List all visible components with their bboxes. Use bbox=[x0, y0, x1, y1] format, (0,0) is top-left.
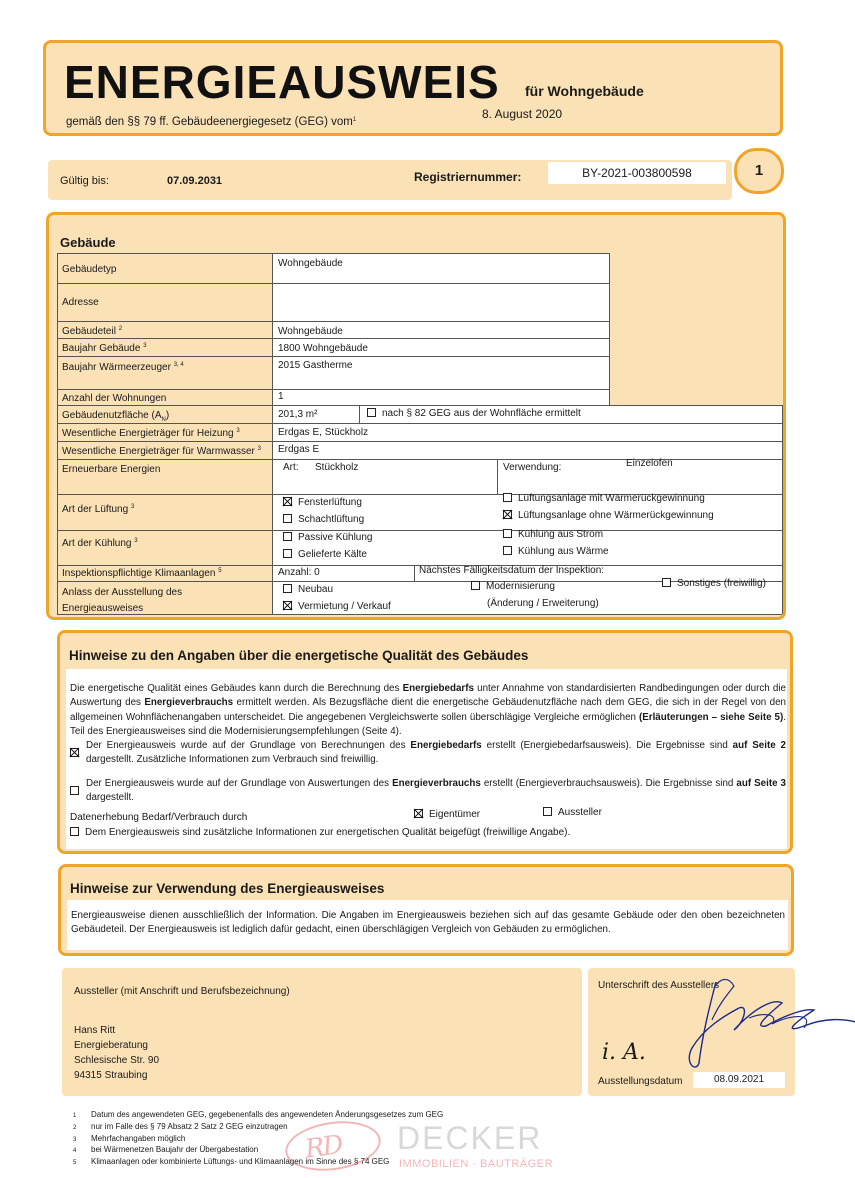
checkbox-icon bbox=[503, 546, 512, 555]
label-kuehlung: Art der Kühlung $^3$ bbox=[62, 538, 138, 549]
decker-logo-icon: RD bbox=[282, 1116, 384, 1177]
checkbox-icon bbox=[283, 514, 292, 523]
registration-number: BY-2021-003800598 bbox=[548, 162, 726, 184]
usage-notes-section bbox=[58, 864, 794, 956]
decker-name: DECKER bbox=[397, 1120, 543, 1156]
quality-intro: Die energetische Qualität eines Gebäudes kann durch die Berechnung des Energiebedarfs unter Annahme von standardisierten Randbedingungen oder durch die Auswertung des Energieverbrauchs ermittelt werden. Als Bezugsfläche dient die energetische Gebäudenutzfläche nach dem GEG, die sich in der Regel von den allgemeinen Wohnflächenangaben unterscheidet. Die angegebenen Vergleichswerte sollen überschlägige Vergleiche ermöglichen (Erläuterungen – siehe Seite 5). Teil des Energieausweises sind die Modernisierungsempfehlungen (Seite 4). bbox=[70, 683, 786, 737]
checkbox-aussteller[interactable]: Aussteller bbox=[543, 807, 602, 818]
footnote: 3 Mehrfachangaben möglich bbox=[73, 1133, 186, 1143]
checkbox-bedarfsausweis[interactable] bbox=[70, 743, 85, 761]
footnote: 1 Datum des angewendeten GEG, gegebenenfalls des angewendeten Änderungsgesetzes zum GEG bbox=[73, 1110, 444, 1119]
option-bedarfsausweis: Der Energieausweis wurde auf der Grundlage von Berechnungen des Energiebedarfs erstellt (Energiebedarfsausweis). Die Ergebnisse sind auf Seite 2 dargestellt. Zusätzliche Informationen zum Verbrauch sind freiwillig. bbox=[86, 740, 786, 766]
checkbox-icon bbox=[367, 408, 376, 417]
checkbox-checked-icon bbox=[283, 601, 292, 610]
value-wohnungen: 1 bbox=[278, 391, 284, 402]
document-subtitle: für Wohngebäude bbox=[525, 83, 644, 99]
label-nutzflaeche: Gebäudenutzfläche $(A_N)$ bbox=[62, 410, 170, 423]
label-wohnungen: Anzahl der Wohnungen bbox=[62, 393, 167, 404]
registration-label: Registriernummer: bbox=[414, 170, 522, 184]
checkbox-icon bbox=[283, 584, 292, 593]
label-gebaeudetyp: Gebäudetyp bbox=[62, 264, 117, 275]
label-gebaeudeteil: Gebäudeteil $^2$ bbox=[62, 326, 123, 337]
value-klima-faellig: Nächstes Fälligkeitsdatum der Inspektion: bbox=[419, 565, 605, 576]
checkbox-icon bbox=[503, 529, 512, 538]
checkbox-neubau[interactable]: Neubau bbox=[283, 584, 333, 595]
page-number-badge: 1 bbox=[734, 148, 784, 194]
building-section-title: Gebäude bbox=[60, 235, 116, 250]
footnote: 5 Klimaanlagen oder kombinierte Lüftungs- und Klimaanlagen im Sinne des § 74 GEG bbox=[73, 1157, 390, 1167]
signature-ia: i. A. bbox=[602, 1040, 646, 1065]
valid-until-label: Gültig bis: bbox=[60, 175, 109, 187]
value-art: Stückholz bbox=[315, 462, 359, 473]
value-warmwasser: Erdgas E bbox=[278, 444, 320, 455]
value-heizung: Erdgas E, Stückholz bbox=[278, 427, 369, 438]
header-box bbox=[43, 40, 783, 136]
quality-notes-section bbox=[57, 630, 793, 854]
issue-date-label: Ausstellungsdatum bbox=[598, 1076, 683, 1087]
signature-box bbox=[588, 968, 795, 1096]
checkbox-flaeche-ermittelt[interactable]: nach § 82 GEG aus der Wohnfläche ermittelt bbox=[367, 408, 581, 419]
checkbox-icon bbox=[283, 532, 292, 541]
law-date: 8. August 2020 bbox=[482, 107, 563, 121]
value-gebaeudeteil: Wohngebäude bbox=[278, 326, 343, 337]
checkbox-gelieferte-kaelte[interactable]: Gelieferte Kälte bbox=[283, 549, 367, 560]
checkbox-eigentuemer[interactable]: Eigentümer bbox=[414, 809, 480, 820]
checkbox-kuehlung-waerme[interactable]: Kühlung aus Wärme bbox=[503, 546, 609, 557]
value-nutzflaeche: 201,3 m² bbox=[278, 409, 318, 420]
building-section bbox=[46, 212, 786, 620]
checkbox-checked-icon bbox=[414, 809, 423, 818]
option-verbrauchsausweis: Der Energieausweis wurde auf der Grundlage von Auswertungen des Energieverbrauchs erstellt (Energieverbrauchsausweis). Die Ergebnisse sind auf Seite 3 dargestellt. bbox=[86, 778, 786, 804]
label-klimaanlagen: Inspektionspflichtige Klimaanlagen $^5$ bbox=[62, 568, 222, 579]
issuer-box bbox=[62, 968, 582, 1096]
checkbox-checked-icon bbox=[70, 748, 79, 757]
label-aenderung: (Änderung / Erweiterung) bbox=[487, 598, 599, 609]
checkbox-checked-icon bbox=[283, 497, 292, 506]
checkbox-icon bbox=[70, 786, 79, 795]
checkbox-vermietung[interactable]: Vermietung / Verkauf bbox=[283, 601, 391, 612]
datenerhebung-label: Datenerhebung Bedarf/Verbrauch durch bbox=[70, 812, 248, 823]
label-waermeerzeuger: Baujahr Wärmeerzeuger $^{3, 4}$ bbox=[62, 362, 184, 373]
footnote: 4 bei Wärmenetzen Baujahr der Übergabestation bbox=[73, 1145, 259, 1155]
checkbox-verbrauchsausweis[interactable] bbox=[70, 781, 85, 799]
checkbox-fensterlueftung[interactable]: Fensterlüftung bbox=[283, 497, 362, 508]
checkbox-passive-kuehlung[interactable]: Passive Kühlung bbox=[283, 532, 373, 543]
checkbox-icon bbox=[503, 493, 512, 502]
value-baujahr: 1800 Wohngebäude bbox=[278, 343, 368, 354]
label-art: Art: bbox=[283, 462, 299, 473]
checkbox-zusatzinfo[interactable]: Dem Energieausweis sind zusätzliche Informationen zur energetischen Qualität beigefügt (freiwillige Angabe). bbox=[70, 827, 570, 838]
value-waermeerzeuger: 2015 Gastherme bbox=[278, 360, 353, 371]
label-erneuerbar: Erneuerbare Energien bbox=[62, 464, 161, 475]
decker-tagline: IMMOBILIEN · BAUTRÄGER bbox=[399, 1158, 554, 1170]
label-adresse: Adresse bbox=[62, 297, 99, 308]
checkbox-icon bbox=[543, 807, 552, 816]
value-verwendung: Einzelofen bbox=[626, 458, 673, 469]
value-gebaeudetyp: Wohngebäude bbox=[278, 258, 343, 269]
valid-until-date: 07.09.2031 bbox=[167, 175, 223, 187]
handwritten-signature bbox=[654, 968, 855, 1078]
checkbox-checked-icon bbox=[503, 510, 512, 519]
value-klima-anzahl: Anzahl: 0 bbox=[278, 567, 320, 578]
issuer-address: Hans Ritt Energieberatung Schlesische Str. 90 94315 Straubing bbox=[74, 1025, 160, 1081]
checkbox-icon bbox=[283, 549, 292, 558]
label-lueftung: Art der Lüftung $^3$ bbox=[62, 504, 135, 515]
footnotes bbox=[73, 1110, 443, 1169]
checkbox-sonstiges[interactable]: Sonstiges (freiwillig) bbox=[662, 578, 766, 589]
document-title: ENERGIEAUSWEIS bbox=[64, 56, 500, 108]
checkbox-kuehlung-strom[interactable]: Kühlung aus Strom bbox=[503, 529, 603, 540]
checkbox-icon bbox=[70, 827, 79, 836]
checkbox-icon bbox=[471, 581, 480, 590]
checkbox-icon bbox=[662, 578, 671, 587]
checkbox-ohne-wrg[interactable]: Lüftungsanlage ohne Wärmerückgewinnung bbox=[503, 510, 714, 521]
validity-strip bbox=[48, 160, 732, 200]
issuer-label: Aussteller (mit Anschrift und Berufsbezeichnung) bbox=[74, 986, 290, 997]
label-heizung: Wesentliche Energieträger für Heizung $^3$ bbox=[62, 428, 240, 439]
law-line: gemäß den §§ 79 ff. Gebäudeenergiegesetz (GEG) vom$^1$ bbox=[66, 116, 357, 128]
label-verwendung: Verwendung: bbox=[503, 462, 562, 473]
quality-notes-title: Hinweise zu den Angaben über die energetische Qualität des Gebäudes bbox=[69, 648, 529, 663]
checkbox-schachtlueftung[interactable]: Schachtlüftung bbox=[283, 514, 364, 525]
label-baujahr: Baujahr Gebäude $^3$ bbox=[62, 343, 147, 354]
signature-label: Unterschrift des Ausstellers bbox=[598, 980, 720, 991]
checkbox-mit-wrg[interactable]: Lüftungsanlage mit Wärmerückgewinnung bbox=[503, 493, 705, 504]
checkbox-modernisierung[interactable]: Modernisierung bbox=[471, 581, 555, 592]
label-warmwasser: Wesentliche Energieträger für Warmwasser $^3$ bbox=[62, 446, 261, 457]
usage-notes-title: Hinweise zur Verwendung des Energieausweises bbox=[70, 881, 385, 896]
label-anlass: Anlass der Ausstellung des Energieausweises bbox=[62, 587, 183, 614]
usage-notes-text: Energieausweise dienen ausschließlich der Information. Die Angaben im Energieausweis beziehen sich auf das gesamte Gebäude oder den oben bezeichneten Gebäudeteil. Der Energieausweis ist lediglich dafür gedacht, einen überschlägigen Vergleich von Gebäuden zu ermöglichen. bbox=[71, 910, 785, 936]
footnote: 2 nur im Falle des § 79 Absatz 2 Satz 2 GEG einzutragen bbox=[73, 1121, 288, 1131]
issue-date: 08.09.2021 bbox=[693, 1072, 785, 1088]
